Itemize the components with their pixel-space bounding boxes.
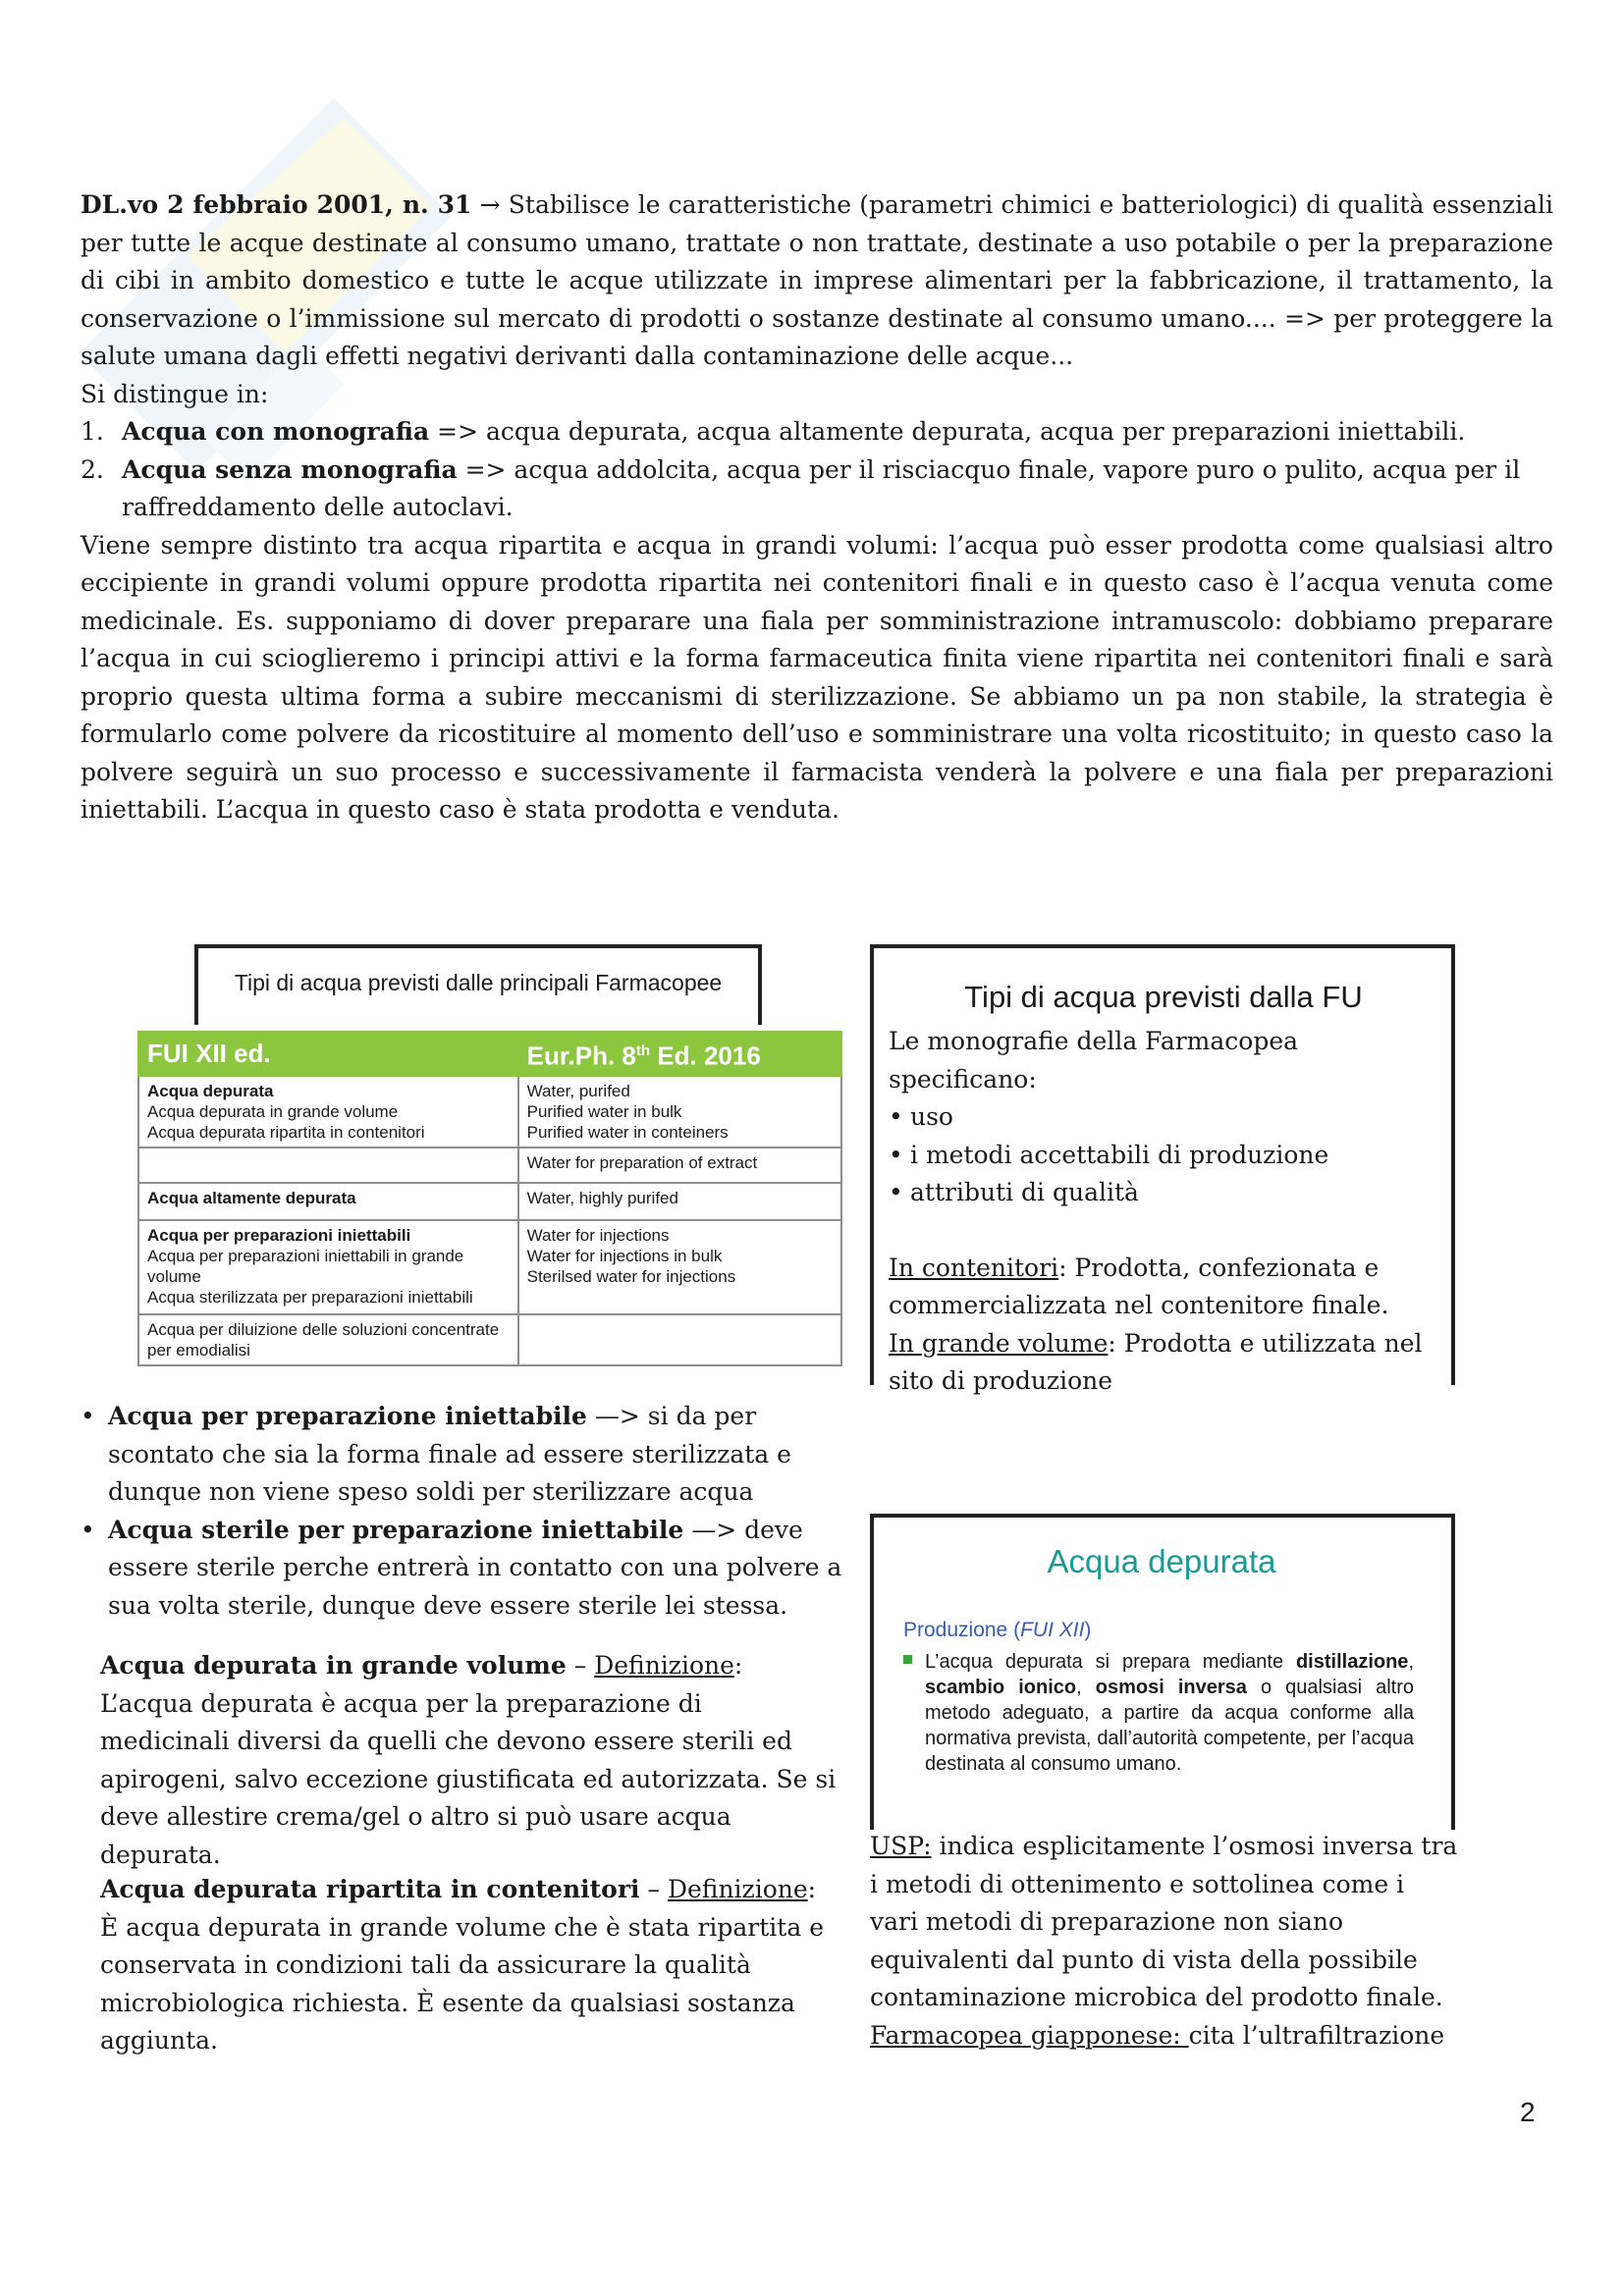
acqua-depurata-subtitle: Produzione (FUI XII) <box>903 1619 1092 1641</box>
definition-bulk: Acqua depurata in grande volume – Definizione: L’acqua depurata è acqua per la preparazione di medicinali diversi da quelli che devono essere sterili ed apirogeni, salvo eccezione giustificata ed autorizzata. Se si deve allestire crema/gel o altro si può usare acqua depurata. <box>100 1651 837 1869</box>
list-item: • uso <box>889 1098 1438 1137</box>
table-card-title: Tipi di acqua previsti dalle principali Farmacopee <box>194 944 762 1025</box>
page-number: 2 <box>1520 2097 1536 2127</box>
table-header-row <box>138 1032 841 1076</box>
definition-containers: Acqua depurata ripartita in contenitori – Definizione: È acqua depurata in grande volume che è stata ripartita e conservata in condizioni tali da assicurare la qualità microbiologica richiesta. È esente da qualsiasi sostanza aggiunta. <box>100 1875 824 2055</box>
column-header-eurph: Eur.Ph. 8th Ed. 2016 <box>518 1032 841 1076</box>
green-square-bullet-icon <box>903 1655 912 1664</box>
fu-attribute-list <box>889 1098 1438 1212</box>
column-header-fui: FUI XII ed. <box>138 1032 518 1076</box>
intro-paragraph <box>81 187 1553 376</box>
list-item: • i metodi accettabili di produzione <box>889 1137 1438 1175</box>
acqua-depurata-title: Acqua depurata <box>1047 1543 1276 1579</box>
arrow-icon: → <box>471 190 509 219</box>
distinguish-label: Si distingue in: <box>81 379 269 408</box>
distribution-paragraph: Viene sempre distinto tra acqua ripartita e acqua in grandi volumi: l’acqua può esser prodotta come qualsiasi altro eccipiente in grandi volumi oppure prodotta ripartita nei contenitori finali e in questo caso è l’acqua venuta come medicinale. Es. supponiamo di dover preparare una fiala per somministrazione intramuscolo: dobbiamo preparare l’acqua in cui scioglieremo i principi attivi e la forma farmaceutica finita viene ripartita nei contenitori finali e sarà proprio questa ultima forma a subire meccanismi di sterilizzazione. Se abbiamo un pa non stabile, la strategia è formularlo come polvere da ricostituire al momento dell’uso e somministrare una volta ricostituito; in questo caso la polvere seguirà un suo processo e successivamente il farmacista venderà la polvere e una fiala per preparazioni iniettabili. L’acqua in questo caso è stata prodotta e venduta. <box>81 530 1553 824</box>
table-row: Acqua per preparazioni iniettabili Acqua per preparazioni iniettabili in grande volume Acqua sterilizzata per preparazioni iniettabili Water for injections Water for injections in bulk Sterilsed water for injections <box>138 1220 841 1314</box>
fu-box-title: Tipi di acqua previsti dalla FU <box>964 980 1363 1014</box>
decree-description: Stabilisce le caratteristiche (parametri chimici e batteriologici) di qualità essenziali per tutte le acque destinate al consumo umano, trattate o non trattate, destinate a uso potabile o per la preparazione di cibi in ambito domestico e tutte le acque utilizzate in imprese alimentari per la fabbricazione, il trattamento, la conservazione o l’immissione sul mercato di prodotti o sostanze destinate al consumo umano.... => per proteggere la salute umana dagli effetti negativi derivanti dalla contaminazione delle acque... <box>81 190 1553 370</box>
fu-box-content: Tipi di acqua previsti dalla FU Le monografie della Farmacopea specificano: • uso • i metodi accettabili di produzione • attributi di qualità In contenitori: Prodotta, confezionata e commercializzata nel contenitore finale. In grande volume: Prodotta e utilizzata nel sito di produzione <box>889 978 1438 1401</box>
table-row: Acqua altamente depurata Water, highly purifed <box>138 1183 841 1220</box>
list-item: • Acqua sterile per preparazione iniettabile —> deve essere sterile perche entrerà in contatto con una polvere a sua volta sterile, dunque deve essere sterile lei stessa. <box>81 1512 846 1626</box>
pharmacopeia-table <box>137 1031 842 1366</box>
decree-reference: DL.vo 2 febbraio 2001, n. 31 <box>81 190 472 219</box>
intro-section <box>81 187 1553 829</box>
table-row: Water for preparation of extract <box>138 1148 841 1183</box>
list-item: • attributi di qualità <box>889 1174 1438 1212</box>
acqua-depurata-text: L’acqua depurata si prepara mediante distillazione, scambio ionico, osmosi inversa o qualsiasi altro metodo adeguato, a partire da acqua conforme alla normativa prevista, dall’autorità competente, per l’acqua destinata al consumo umano. <box>903 1649 1414 1777</box>
list-item: 2. Acqua senza monografia => acqua addolcita, acqua per il risciacquo finale, vapore puro o pulito, acqua per il raffreddamento delle autoclavi. <box>81 454 1521 521</box>
usp-note: USP: indica esplicitamente l’osmosi inversa tra i metodi di ottenimento e sottolinea come i vari metodi di preparazione non siano equivalenti dal punto di vista della possibile contaminazione microbica del prodotto finale. Farmacopea giapponese: cita l’ultrafiltrazione <box>870 1832 1458 2050</box>
table-row: Acqua per diluizione delle soluzioni concentrate per emodialisi <box>138 1314 841 1365</box>
list-item: 1. Acqua con monografia => acqua depurata, acqua altamente depurata, acqua per preparazioni iniettabili. <box>81 417 1466 446</box>
injectable-notes <box>81 1398 846 1625</box>
table-row: Acqua depurata Acqua depurata in grande volume Acqua depurata ripartita in contenitori Water, purifed Purified water in bulk Purified water in conteiners <box>138 1076 841 1148</box>
water-type-list <box>81 413 1553 527</box>
list-item: • Acqua per preparazione iniettabile —> si da per scontato che sia la forma finale ad essere sterilizzata e dunque non viene speso soldi per sterilizzare acqua <box>81 1398 846 1512</box>
